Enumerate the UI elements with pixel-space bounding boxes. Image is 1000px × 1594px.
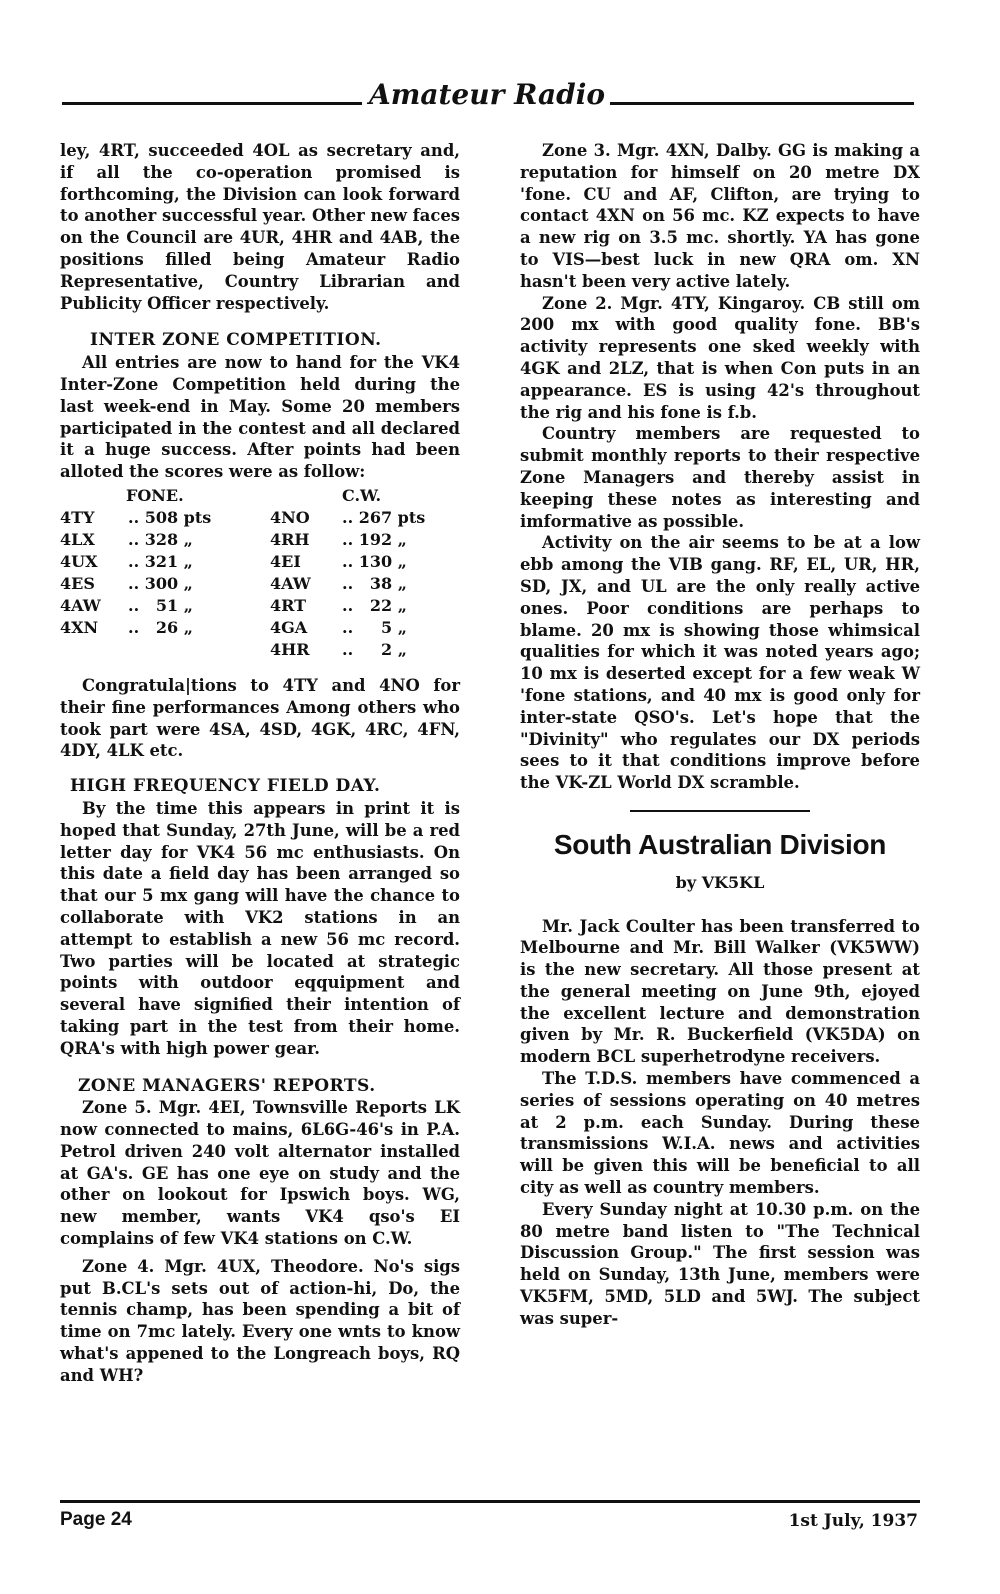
zone-reports-heading: ZONE MANAGERS' REPORTS. bbox=[78, 1075, 376, 1096]
fone-call: 4ES bbox=[60, 573, 95, 593]
south-australian-body bbox=[520, 916, 920, 1330]
cw-call: 4EI bbox=[270, 551, 301, 571]
sa-paragraph-3: Every Sunday night at 10.30 p.m. on the 80 metre band listen to "The Technical Discussion Group." The first session was held on Sunday, 13th June, members were VK5FM, 5MD, 5LD and 5WJ. The subject was super- bbox=[520, 1199, 920, 1328]
cw-points: .. 2 „ bbox=[342, 639, 407, 659]
cw-call: 4NO bbox=[270, 507, 310, 527]
fone-call: 4XN bbox=[60, 617, 99, 637]
scores-table bbox=[60, 485, 460, 675]
score-row bbox=[60, 595, 460, 617]
score-row bbox=[60, 639, 460, 661]
masthead-title: Amateur Radio bbox=[368, 78, 606, 111]
inter-zone-closing: Congratula|tions to 4TY and 4NO for their fine performances Among others who took part were 4SA, 4SD, 4GK, 4RC, 4FN, 4DY, 4LK etc. bbox=[60, 675, 460, 761]
zone3-report: Zone 3. Mgr. 4XN, Dalby. GG is making a reputation for himself on 20 metre DX 'fone. CU and AF, Clifton, are trying to contact 4XN on 56 mc. KZ expects to have a new rig on 3.5 mc. shortly. YA has gone to VIS—best luck in new QRA om. XN hasn't been very active lately. bbox=[520, 141, 920, 291]
fone-call: 4LX bbox=[60, 529, 95, 549]
score-row bbox=[60, 573, 460, 595]
intro-paragraph: ley, 4RT, succeeded 4OL as secretary and, if all the co-operation promised is forthcoming, the Division can look forward to another successful year. Other new faces on the Council are 4UR, 4HR and 4AB, the positions filled being Amateur Radio Representative, Country Librarian and Publicity Officer respectively. bbox=[60, 141, 460, 313]
footer-rule bbox=[60, 1500, 920, 1503]
fone-call: 4AW bbox=[60, 595, 101, 615]
fone-points: .. 328 „ bbox=[128, 529, 193, 549]
field-day-heading: HIGH FREQUENCY FIELD DAY. bbox=[70, 776, 381, 797]
field-day-paragraph: By the time this appears in print it is hoped that Sunday, 27th June, will be a red letter day for VK4 56 mc enthusiasts. On this date a field day has been arranged so that our 5 mx gang will have the chance to collaborate with VK2 stations in an attempt to establish a new 56 mc record. Two parties will be located at strategic points with outdoor eqquipment and several have signified their intention of taking part in the test from their home. QRA's with high power gear. bbox=[60, 798, 460, 1058]
score-row bbox=[60, 617, 460, 639]
issue-date: 1st July, 1937 bbox=[788, 1511, 918, 1531]
cw-call: 4RT bbox=[270, 595, 307, 615]
byline: by VK5KL bbox=[675, 872, 765, 892]
masthead bbox=[62, 78, 914, 118]
inter-zone-paragraph: All entries are now to hand for the VK4 Inter-Zone Competition held during the last week-end in May. Some 20 members participated in the contest and all declared it a huge success. After points had been alloted the scores were as follow: bbox=[60, 353, 460, 482]
fone-points: .. 300 „ bbox=[128, 573, 193, 593]
fone-points: .. 51 „ bbox=[128, 595, 193, 615]
zone2-report: Zone 2. Mgr. 4TY, Kingaroy. CB still om 200 mx with good quality fone. BB's activity represents one sked weekly with 4GK and 2LZ, that is when Con puts in an appearance. ES is using 42's throughout the rig and his fone is f.b. bbox=[520, 293, 920, 422]
sa-paragraph-2: The T.D.S. members have commenced a series of sessions operating on 40 metres at 2 p.m. each Sunday. During these transmissions W.I.A. news and activities will be given this will be beneficial to all city as well as country members. bbox=[520, 1069, 920, 1198]
page-number: Page 24 bbox=[60, 1509, 132, 1530]
section-divider bbox=[630, 810, 810, 812]
cw-points: .. 192 „ bbox=[342, 529, 407, 549]
cw-points: .. 267 pts bbox=[342, 507, 426, 527]
cw-call: 4HR bbox=[270, 639, 310, 659]
cw-header: C.W. bbox=[342, 485, 382, 505]
cw-points: .. 22 „ bbox=[342, 595, 407, 615]
fone-call: 4UX bbox=[60, 551, 98, 571]
sa-paragraph-1: Mr. Jack Coulter has been transferred to Melbourne and Mr. Bill Walker (VK5WW) is the new secretary. All those present at the general meeting on June 9th, ejoyed the excellent lecture and demonstration given by Mr. R. Buckerfield (VK5DA) on modern BCL superhetrodyne receivers. bbox=[520, 916, 920, 1067]
cw-points: .. 38 „ bbox=[342, 573, 407, 593]
south-australian-title: South Australian Division bbox=[553, 828, 887, 860]
country-members-paragraph: Country members are requested to submit monthly reports to their respective Zone Managers and thereby assist in keeping these notes as interesting and imformative as possible. bbox=[520, 424, 920, 531]
score-row bbox=[60, 529, 460, 551]
masthead-rule-left bbox=[62, 102, 362, 105]
cw-points: .. 130 „ bbox=[342, 551, 407, 571]
zone5-report: Zone 5. Mgr. 4EI, Townsville Reports LK now connected to mains, 6L6G-46's in P.A. Petrol driven 240 volt alternator installed at GA's. GE has one eye on study and the other on lookout for Ipswich boys. WG, new member, wants VK4 qso's EI complains of few VK4 stations on C.W. bbox=[60, 1098, 460, 1249]
cw-call: 4AW bbox=[270, 573, 311, 593]
score-row bbox=[60, 551, 460, 573]
cw-call: 4GA bbox=[270, 617, 308, 637]
zone4-report: Zone 4. Mgr. 4UX, Theodore. No's sigs put B.CL's sets out of action-hi, Do, the tennis champ, has been spending a bit of time on 7mc lately. Every one wnts to know what's appened to the Longreach boys, RQ and WH? bbox=[60, 1256, 460, 1385]
right-column bbox=[520, 140, 920, 1330]
cw-points: .. 5 „ bbox=[342, 617, 407, 637]
left-column bbox=[60, 140, 460, 1387]
fone-points: .. 26 „ bbox=[128, 617, 193, 637]
activity-paragraph: Activity on the air seems to be at a low ebb among the VIB gang. RF, EL, UR, HR, SD, JX, and UL are the only really active ones. Poor conditions are perhaps to blame. 20 mx is showing those whimsical qualities for which it was noted years ago; 10 mx is deserted except for a few weak W 'fone stations, and 40 mx is good only for inter-state QSO's. Let's hope that the "Divinity" who regulates our DX periods sees to it that conditions improve before the VK-ZL World DX scramble. bbox=[520, 533, 920, 793]
inter-zone-heading: INTER ZONE COMPETITION. bbox=[90, 330, 382, 351]
masthead-rule-right bbox=[610, 102, 914, 105]
score-row bbox=[60, 507, 460, 529]
fone-points: .. 321 „ bbox=[128, 551, 193, 571]
cw-call: 4RH bbox=[270, 529, 310, 549]
fone-header: FONE. bbox=[126, 485, 184, 505]
fone-points: .. 508 pts bbox=[128, 507, 212, 527]
fone-call: 4TY bbox=[60, 507, 95, 527]
